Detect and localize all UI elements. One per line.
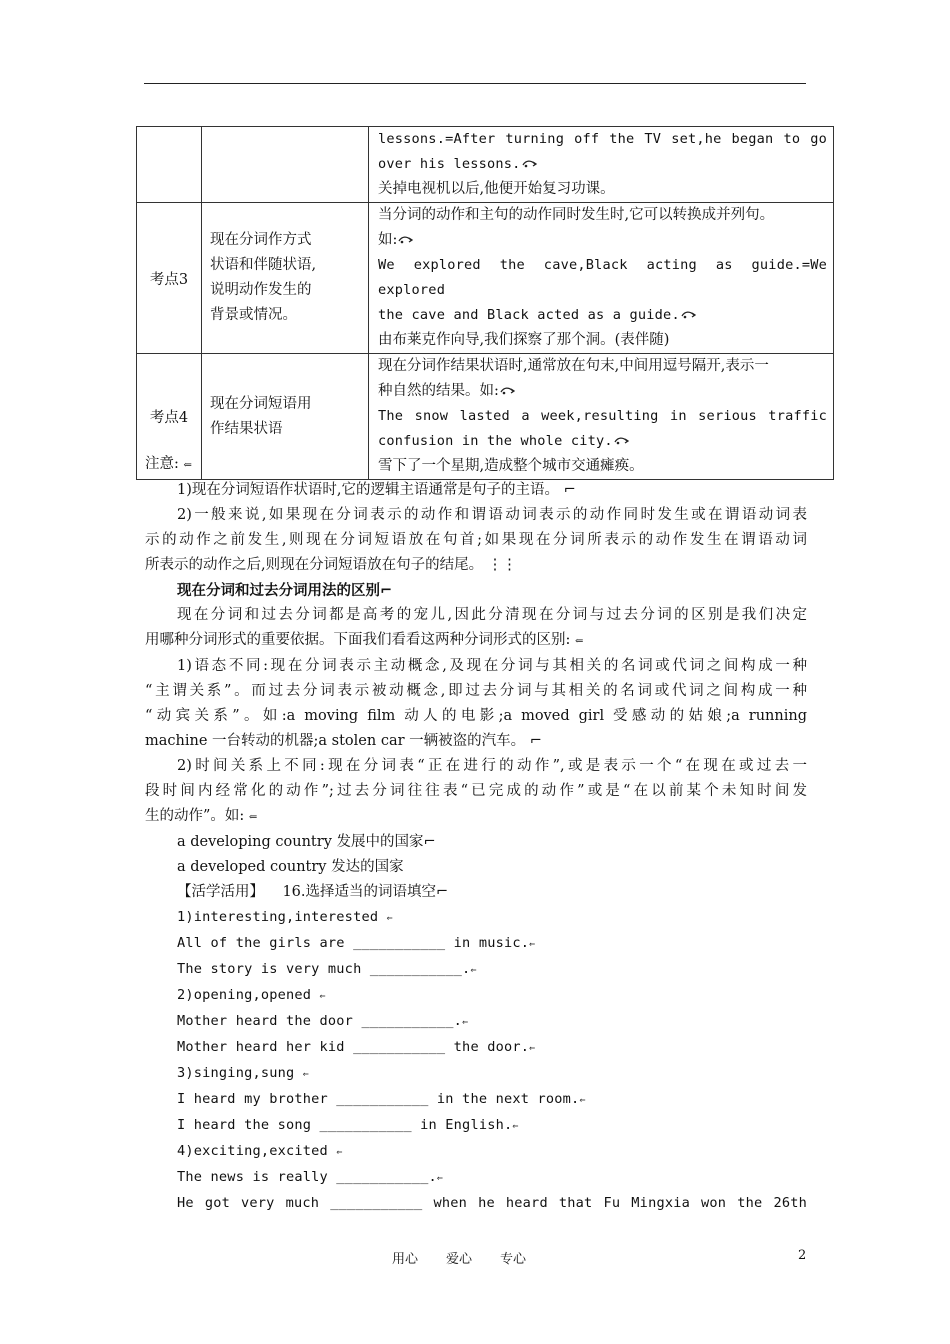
section-para-2-end: machine 一台转动的机器;a stolen car 一辆被盗的汽车。 ⌐ bbox=[145, 733, 542, 749]
return-mark-icon bbox=[521, 159, 539, 169]
return-mark-icon bbox=[613, 436, 631, 446]
page-number: 2 bbox=[798, 1248, 807, 1263]
return-mark-icon bbox=[680, 310, 698, 320]
question-line: Mother heard the door ___________.⇐ bbox=[177, 1013, 469, 1029]
question-line: I heard my brother ___________ in the next room.⇐ bbox=[177, 1091, 586, 1107]
header-rule bbox=[144, 83, 806, 84]
footer-motto: 用心 爱心 专心 bbox=[392, 1252, 527, 1267]
question-line: The story is very much ___________.⇐ bbox=[177, 961, 477, 977]
section-para-2-examples: “动宾关系”。如:a moving film 动人的电影;a moved girl 受感动的姑娘;a running bbox=[145, 708, 807, 724]
label-cell: 现在分词作方式 状语和伴随状语, 说明动作发生的 背景或情况。 bbox=[202, 203, 369, 354]
section-para-3-cont: 段时间内经常化的动作”;过去分词往往表“已完成的动作”或是“在以前某个未知时间发 bbox=[145, 783, 807, 799]
content-cell: 当分词的动作和主句的动作同时发生时,它可以转换成并列句。 如: We explored the cave,Black acting as guide.=We explored the cave and Black acted as a guide. 由布莱克作向导,我们探察了那个洞。(表伴随) bbox=[369, 203, 834, 354]
table-row bbox=[137, 203, 834, 354]
content-cell: 现在分词作结果状语时,通常放在句末,中间用逗号隔开,表示一 种自然的结果。如: The snow lasted a week,resulting in serious traffic confusion in the whole city. 雪下了一个星期,造成整个城市交通瘫痪。 bbox=[369, 354, 834, 480]
section-para-2: 1)语态不同:现在分词表示主动概念,及现在分词与其相关的名词或代词之间构成一种 bbox=[177, 658, 807, 674]
question-line: I heard the song ___________ in English.⇐ bbox=[177, 1117, 519, 1133]
grammar-table bbox=[136, 126, 834, 480]
note-2-cont: 示的动作之前发生,则现在分词短语放在句首;如果现在分词所表示的动作发生在谓语动词 bbox=[145, 532, 807, 548]
question-head: 3)singing,sung ⇐ bbox=[177, 1065, 310, 1081]
label-cell: 现在分词短语用 作结果状语 bbox=[202, 354, 369, 480]
table-row bbox=[137, 127, 834, 203]
point-cell: 考点4 bbox=[137, 354, 202, 480]
content-cell: lessons.=After turning off the TV set,he began to go over his lessons. 关掉电视机以后,他便开始复习功课。 bbox=[369, 127, 834, 203]
question-head: 4)exciting,excited ⇐ bbox=[177, 1143, 343, 1159]
note-1: 1)现在分词短语作状语时,它的逻辑主语通常是句子的主语。 ⌐ bbox=[177, 482, 576, 498]
section-para-1: 现在分词和过去分词都是高考的宠儿,因此分清现在分词与过去分词的区别是我们决定 bbox=[177, 607, 807, 623]
example-line: a developed country 发达的国家 bbox=[177, 859, 404, 875]
section-title: 现在分词和过去分词用法的区别⌐ bbox=[177, 582, 393, 599]
note-2-end: 所表示的动作之后,则现在分词短语放在句子的结尾。 ⋮⋮ bbox=[145, 557, 517, 573]
section-para-1-cont: 用哪种分词形式的重要依据。下面我们看看这两种分词形式的区别: ⇐ bbox=[145, 632, 584, 648]
question-head: 1)interesting,interested ⇐ bbox=[177, 909, 393, 925]
section-para-3: 2)时间关系上不同:现在分词表“正在进行的动作”,或是表示一个“在现在或过去一 bbox=[177, 758, 807, 774]
question-head: 2)opening,opened ⇐ bbox=[177, 987, 326, 1003]
label-cell bbox=[202, 127, 369, 203]
exercise-heading: 【活学活用】 16.选择适当的词语填空⌐ bbox=[177, 884, 449, 900]
section-para-2-cont: “主谓关系”。而过去分词表示被动概念,即过去分词与其相关的名词或代词之间构成一种 bbox=[145, 683, 807, 699]
return-mark-icon bbox=[499, 386, 517, 396]
notes-heading: 注意: ⇐ bbox=[145, 456, 192, 472]
return-mark-icon bbox=[397, 235, 415, 245]
point-cell bbox=[137, 127, 202, 203]
question-line: He got very much ___________ when he heard that Fu Mingxia won the 26th bbox=[177, 1195, 807, 1211]
question-line: Mother heard her kid ___________ the door.⇐ bbox=[177, 1039, 536, 1055]
point-cell: 考点3 bbox=[137, 203, 202, 354]
document-body bbox=[145, 452, 807, 1216]
question-line: All of the girls are ___________ in music.⇐ bbox=[177, 935, 536, 951]
note-2: 2)一般来说,如果现在分词表示的动作和谓语动词表示的动作同时发生或在谓语动词表 bbox=[177, 507, 807, 523]
question-line: The news is really ___________.⇐ bbox=[177, 1169, 444, 1185]
example-line: a developing country 发展中的国家⌐ bbox=[177, 834, 436, 850]
section-para-3-end: 生的动作”。如: ⇐ bbox=[145, 808, 258, 824]
